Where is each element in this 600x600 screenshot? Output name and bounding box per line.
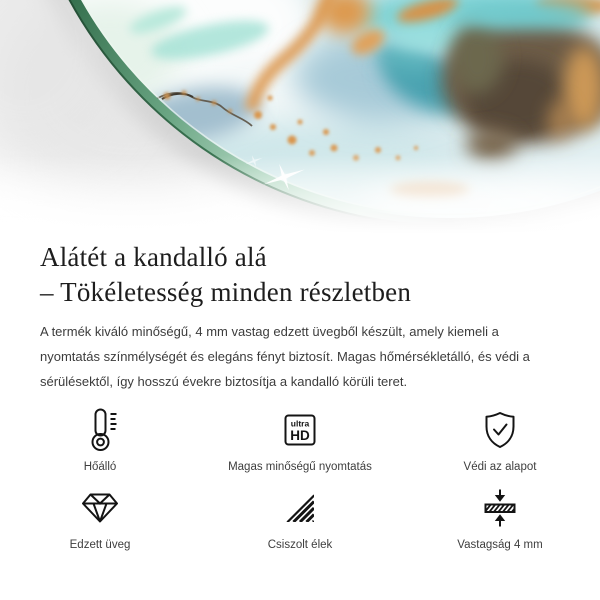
feature-label: Védi az alapot: [463, 461, 537, 473]
feature-grid: [0, 408, 600, 551]
product-description: A termék kiváló minőségű, 4 mm vastag edzett üvegből készült, amely kiemeli a nyomtatás színmélységét és elegáns fényt biztosít. Magas hőmérsékletálló, és védi a sérülésektől, így hosszú évekre biztosítja a kandalló körüli teret.: [40, 324, 530, 389]
glass-hearth-pad-image: [0, 0, 600, 234]
corner-fade: [440, 120, 600, 234]
feature-label: Edzett üveg: [69, 539, 131, 551]
page-title-line1: Alátét a kandalló alá: [40, 242, 267, 272]
feature-label: Magas minőségű nyomtatás: [228, 461, 372, 473]
feature-tempered-glass: [0, 486, 200, 551]
feature-label: Vastagság 4 mm: [457, 539, 543, 551]
hero-product-photo: [0, 0, 600, 234]
ultra-hd-badge-top: ultra: [290, 418, 310, 429]
page-title: [40, 240, 560, 310]
feature-thickness: [400, 486, 600, 551]
feature-protects-base: [400, 408, 600, 473]
thickness-icon: [482, 486, 518, 530]
thermometer-icon: [82, 408, 118, 452]
page-title-line2: – Tökéletesség minden részletben: [40, 277, 412, 307]
shield-check-icon: [482, 408, 518, 452]
polished-edges-icon: [285, 486, 315, 530]
feature-heat-resistant: [0, 408, 200, 473]
feature-print-quality: [200, 408, 400, 473]
ultra-hd-badge-bottom: HD: [290, 428, 310, 443]
feature-label: Csiszolt élek: [267, 539, 333, 551]
feature-polished-edges: [200, 486, 400, 551]
feature-label: Hőálló: [83, 461, 117, 473]
diamond-icon: [80, 486, 120, 530]
ultra-hd-icon: [284, 408, 316, 452]
